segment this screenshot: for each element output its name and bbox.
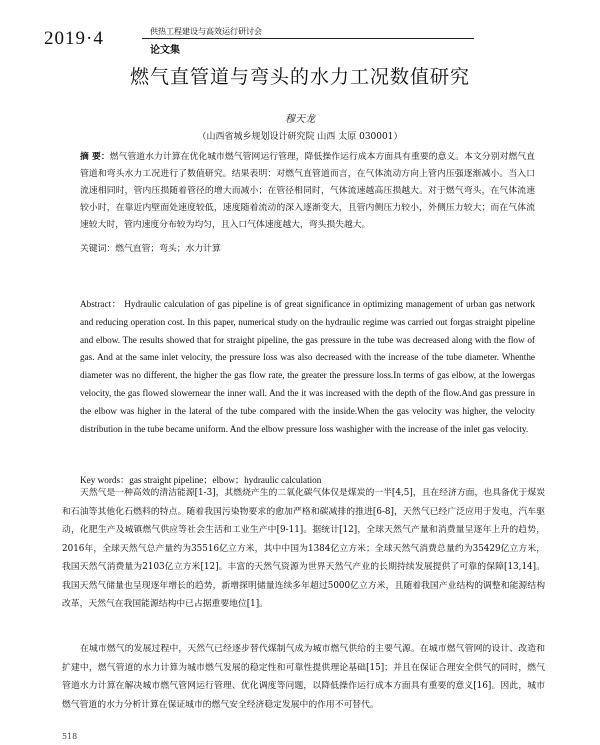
keywords-zh-label: 关键词： bbox=[80, 244, 116, 254]
abstract-zh-label: 摘 要： bbox=[80, 152, 110, 162]
journal-name: 供热工程建设与高效运行研讨会 bbox=[150, 27, 262, 36]
issue-year: 2019·4 bbox=[44, 28, 104, 49]
section-label: 论文集 bbox=[150, 45, 180, 56]
abstract-zh bbox=[80, 149, 535, 234]
keywords-en-label: Key words： bbox=[80, 475, 130, 485]
header-rule bbox=[142, 38, 474, 39]
abstract-zh-text: 燃气管道水力计算在优化城市燃气管网运行管理，降低操作运行成本方面具有重要的意义。本文分别对燃气直管道和弯头水力工况进行了数值研究。结果表明：对燃气直管道而言，在气体流动方向上管内压强逐渐减小。当入口流速相同时，管内压损随着管径的增大而减小；在管径相同时，气体流速越高压损越大。对于燃气弯头，在气体流速较小时，在靠近内壁面处速度较低，速度随着流动的深入逐渐变大，且管内侧压力较小，外侧压力较大；而在气体流速较大时，管内速度分布较为均匀，且入口气体速度越大，弯头损失越大。 bbox=[80, 152, 535, 230]
keywords-en-text: gas straight pipeline；elbow；hydraulic calculation bbox=[129, 475, 322, 485]
abstract-en-text: Hydraulic calculation of gas pipeline is of great significance in optimizing management of urban gas network and reducing operation cost. In this paper, numerical study on the hydraulic regime was carried out forgas straight pipeline and elbow. The results showed that for straight pipeline, the gas pressure in the tube was decreased along with the flow of gas. And at the same inlet velocity, the pressure loss was also decreased with the increase of the tube diameter. Whenthe diameter was no different, the higher the gas flow rate, the greater the pressure loss.In terms of gas elbow, at the lowergas velocity, the gas flowed slowernear the inner wall. And the it was increased with the depth of the flow.And gas pressure in the elbow was higher in the lateral of the tube compared with the inside.When the gas velocity was higher, the velocity distribution in the tube became uniform. And the elbow pressure loss washigher with the increase of the inlet gas velocity. bbox=[80, 299, 536, 434]
paper-affiliation: （山西省城乡规划设计研究院 山西 太原 030001） bbox=[197, 132, 403, 142]
paper-author: 穆天龙 bbox=[285, 114, 315, 125]
abstract-en-label: Abstract： bbox=[80, 299, 122, 309]
body-paragraph-2: 在城市燃气的发展过程中，天然气已经逐步替代煤制气成为城市燃气供给的主要气源。在城市燃气管网的设计、改造和扩建中，燃气管道的水力计算为城市燃气发展的稳定性和可靠性提供理论基础[15]；并且在保证合理安全供气的同时，燃气管道水力计算在解决城市燃气管网运行管理、优化调度等问题，以降低操作运行成本方面具有重要的意义[16]。因此，城市燃气管道的水力分析计算在保证城市的燃气安全经济稳定发展中的作用不可替代。 bbox=[62, 644, 545, 710]
body-paragraph-1: 天然气是一种高效的清洁能源[1-3]，其燃烧产生的二氧化碳气体仅是煤炭的一半[4,5]，且在经济方面，也具备优于煤炭和石油等其他化石燃料的特点。随着我国污染物要求的愈加严格和碳减排的推进[6-8]，天然气已经广泛应用于发电，汽车驱动，化肥生产及城镇燃气供应等社会生活和工业生产中[9-11]。据统计[12]，全球天然气产量和消费量呈逐年上升的趋势，2016年，全球天然气总产量约为35516亿立方米，其中中国为1384亿立方米；全球天然气消费总量约为35429亿立方米，我国天然气消费量为2103亿立方米[12]。丰富的天然气资源为世界天然气产业的长期持续发展提供了可靠的保障[13,14]。我国天然气储量也呈现逐年增长的趋势，新增探明储量连续多年超过5000亿立方米，且随着我国产业结构的调整和能源结构改革，天然气在我国能源结构中已占据重要地位[1]。 bbox=[62, 488, 545, 609]
page-number: 518 bbox=[62, 732, 78, 741]
paper-title: 燃气直管道与弯头的水力工况数值研究 bbox=[129, 66, 470, 88]
keywords-zh-text: 燃气直管；弯头；水力计算 bbox=[115, 244, 221, 254]
keywords-zh bbox=[80, 241, 221, 254]
abstract-en bbox=[80, 296, 535, 438]
